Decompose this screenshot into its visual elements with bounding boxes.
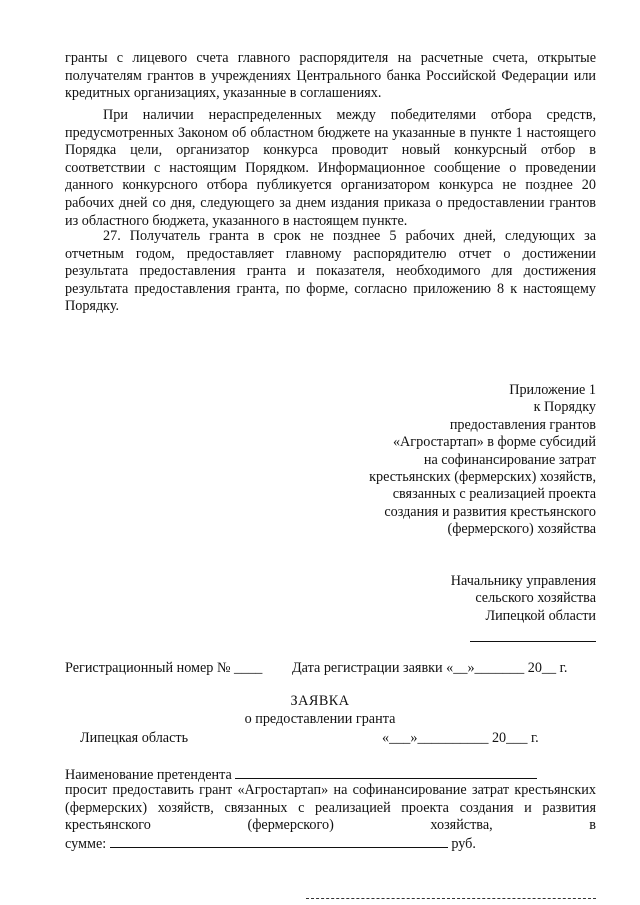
addressee-line: Липецкой области	[485, 607, 596, 624]
registration-number: Регистрационный номер № ____	[65, 660, 263, 676]
appendix-line: предоставления грантов	[449, 416, 596, 433]
region-name: Липецкая область	[80, 730, 189, 746]
appendix-line: «Агростартап» в форме субсидий	[392, 434, 596, 451]
region-date: «___»__________ 20___ г.	[382, 730, 539, 746]
sum-unit: руб.	[451, 836, 476, 852]
appendix-line: Приложение 1	[509, 382, 596, 398]
registration-date: Дата регистрации заявки «__»_______ 20__ г.	[292, 660, 568, 676]
form-title: ЗАЯВКА	[290, 693, 350, 709]
applicant-label: Наименование претендента	[65, 767, 232, 783]
appendix-line: крестьянских (фермерских) хозяйств,	[369, 469, 596, 486]
appendix-line: к Порядку	[533, 399, 596, 416]
sum-label: сумме:	[65, 836, 107, 852]
sum-amount-field[interactable]	[110, 834, 448, 848]
addressee-blank-line	[470, 641, 596, 642]
appendix-line: (фермерского) хозяйства	[447, 521, 596, 538]
applicant-name-field[interactable]	[235, 765, 537, 779]
sum-row	[65, 834, 476, 854]
addressee-line: Начальнику управления	[450, 573, 596, 589]
addressee-line: сельского хозяйства	[475, 590, 596, 607]
page-bottom-rule	[306, 898, 596, 899]
appendix-header	[336, 382, 596, 539]
paragraph-27-report: 27. Получатель гранта в срок не позднее 5 рабочих дней, следующих за отчетным годом, предоставляет главному распорядителю отчет о достижении результата предоставления гранта и показателя, необходимого для достижения результата предоставления гранта, по форме, согласно приложению 8 к настоящему Порядку.	[65, 228, 596, 315]
appendix-line: создания и развития крестьянского	[384, 503, 596, 520]
appendix-line: на софинансирование затрат	[423, 451, 596, 468]
request-paragraph: просит предоставить грант «Агростартап» на софинансирование затрат крестьянских (фермерских) хозяйств, связанных с реализацией проекта создания и развития крестьянского (фермерского) хозяйства, в	[65, 782, 596, 834]
paragraph-grants-transfer: гранты с лицевого счета главного распорядителя на расчетные счета, открытые получателям грантов в учреждениях Центрального банка Российской Федерации или кредитных организациях, указанные в соглашениях.	[65, 50, 596, 102]
form-subtitle: о предоставлении гранта	[244, 711, 396, 727]
appendix-line: связанных с реализацией проекта	[392, 486, 596, 503]
paragraph-undistributed-funds: При наличии нераспределенных между победителями отбора средств, предусмотренных Законом об областном бюджете на указанные в пункте 1 настоящего Порядка цели, организатор конкурса проводит новый конкурсный отбор в соответствии с настоящим Порядком. Информационное сообщение о проведении данного конкурсного отбора публикуется организатором конкурса не позднее 20 рабочих дней со дня, следующего за днем издания приказа о предоставлении грантов из областного бюджета, указанного в настоящем пункте.	[65, 107, 596, 229]
addressee-block	[376, 573, 596, 625]
